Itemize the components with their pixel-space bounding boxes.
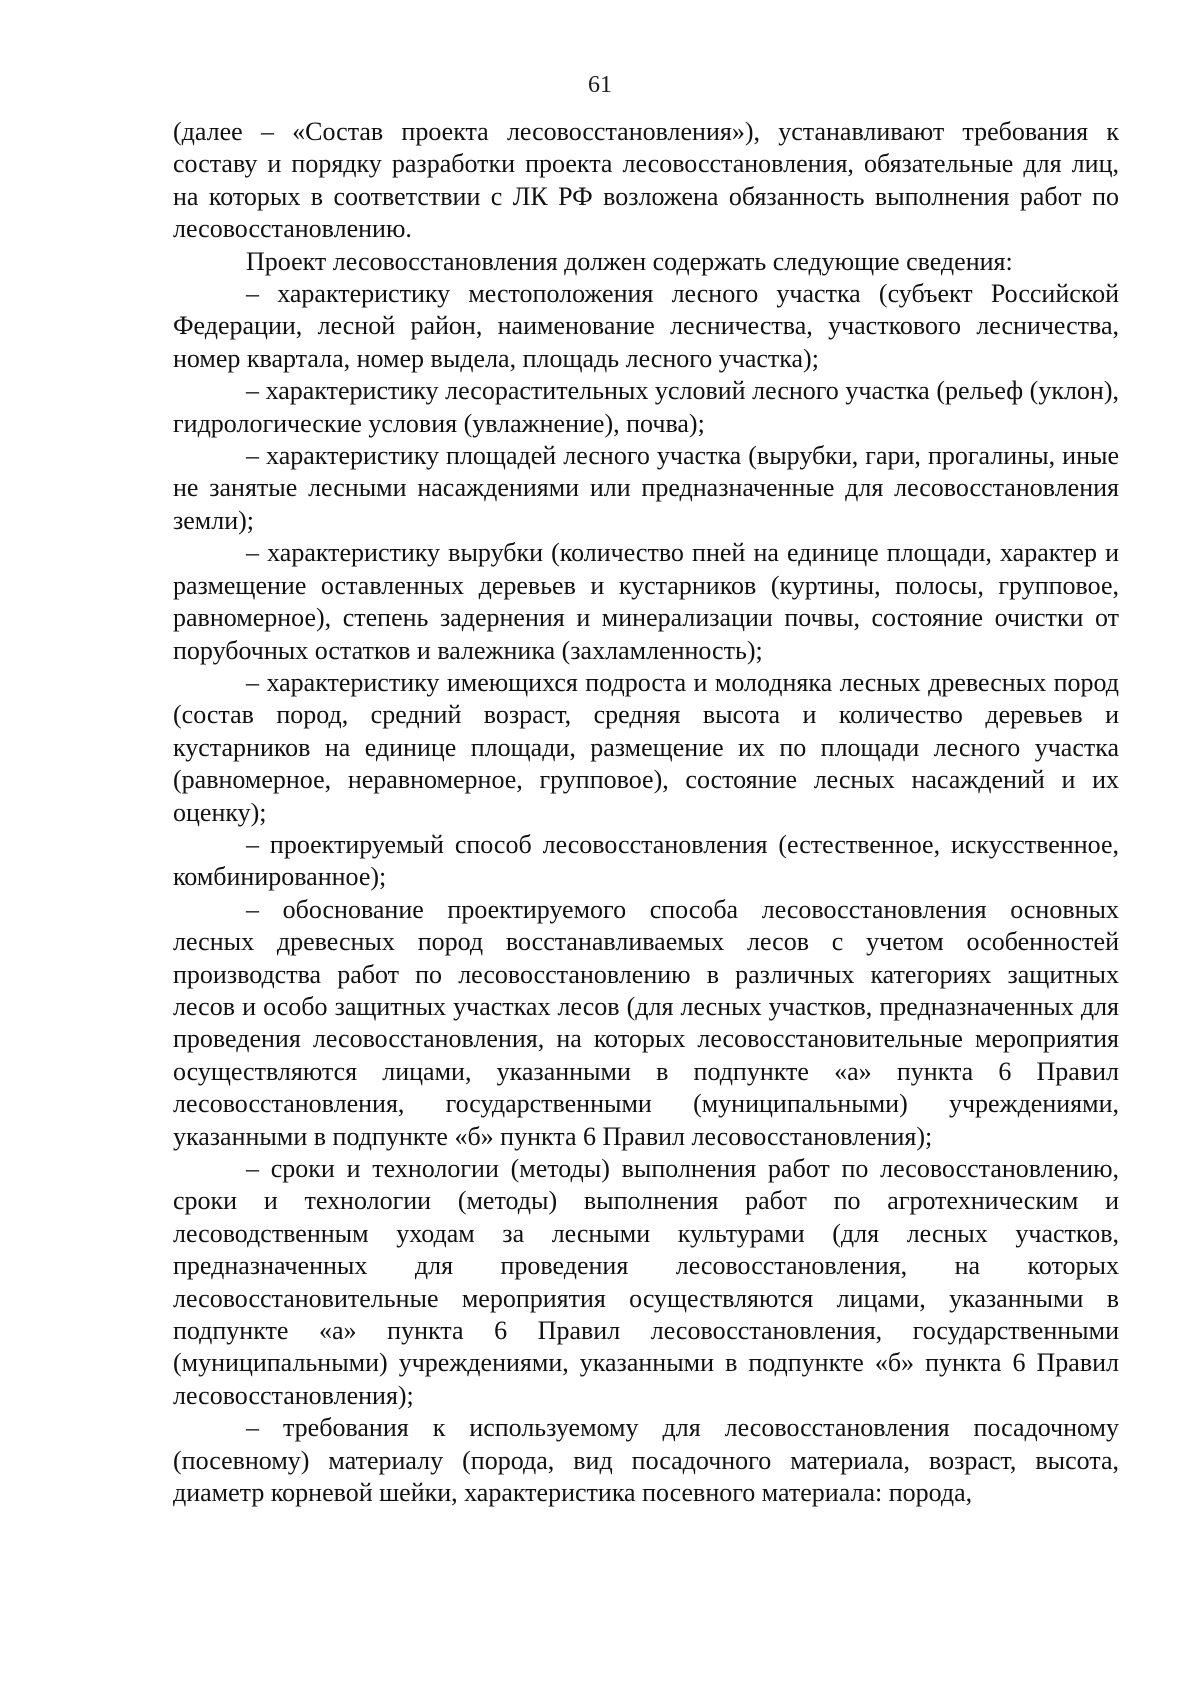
list-item: – характеристику площадей лесного участка (вырубки, гари, прогалины, иные не занятые лесными насаждениями или предназначенные для лесовосстановления земли);: [173, 441, 1119, 535]
document-body: [173, 116, 1119, 1509]
list-item: – характеристику имеющихся подроста и молодняка лесных древесных пород (состав пород, средний возраст, средняя высота и количество деревьев и кустарников на единице площади, размещение их по площади лесного участка (равномерное, неравномерное, групповое), состояние лесных насаждений и их оценку);: [173, 667, 1119, 827]
paragraph: (далее – «Состав проекта лесовосстановления»), устанавливают требования к составу и порядку разработки проекта лесовосстановления, обязательные для лиц, на которых в соответствии с ЛК РФ возложена обязанность выполнения работ по лесовосстановлению.: [173, 117, 1119, 244]
list-item: – требования к используемому для лесовосстановления посадочному (посевному) материалу (порода, вид посадочного материала, возраст, высота, диаметр корневой шейки, характеристика посевного материала: порода,: [173, 1413, 1119, 1508]
list-item: – проектируемый способ лесовосстановления (естественное, искусственное, комбинированное);: [173, 829, 1119, 892]
list-item: – характеристику лесорастительных условий лесного участка (рельеф (уклон), гидрологические условия (увлажнение), почва);: [173, 376, 1119, 438]
paragraph: Проект лесовосстановления должен содержать следующие сведения:: [246, 246, 1013, 276]
list-item: – характеристику местоположения лесного участка (субъект Российской Федерации, лесной район, наименование лесничества, участкового лесничества, номер квартала, номер выдела, площадь лесного участка);: [173, 279, 1119, 373]
list-item: – обоснование проектируемого способа лесовосстановления основных лесных древесных пород восстанавливаемых лесов с учетом особенностей производства работ по лесовосстановлению в различных категориях защитных лесов и особо защитных участках лесов (для лесных участков, предназначенных для проведения лесовосстановления, на которых лесовосстановительные мероприятия осуществляются лицами, указанными в подпункте «а» пункта 6 Правил лесовосстановления, государственными (муниципальными) учреждениями, указанными в подпункте «б» пункта 6 Правил лесовосстановления);: [173, 894, 1119, 1151]
page-number: 61: [588, 72, 612, 98]
list-item: – характеристику вырубки (количество пней на единице площади, характер и размещение оставленных деревьев и кустарников (куртины, полосы, групповое, равномерное), степень задернения и минерализации почвы, состояние очистки от порубочных остатков и валежника (захламленность);: [173, 538, 1119, 665]
list-item: – сроки и технологии (методы) выполнения работ по лесовосстановлению, сроки и технологии (методы) выполнения работ по агротехническим и лесоводственным уходам за лесными культурами (для лесных участков, предназначенных для проведения лесовосстановления, на которых лесовосстановительные мероприятия осуществляются лицами, указанными в подпункте «а» пункта 6 Правил лесовосстановления, государственными (муниципальными) учреждениями, указанными в подпункте «б» пункта 6 Правил лесовосстановления);: [173, 1154, 1119, 1410]
